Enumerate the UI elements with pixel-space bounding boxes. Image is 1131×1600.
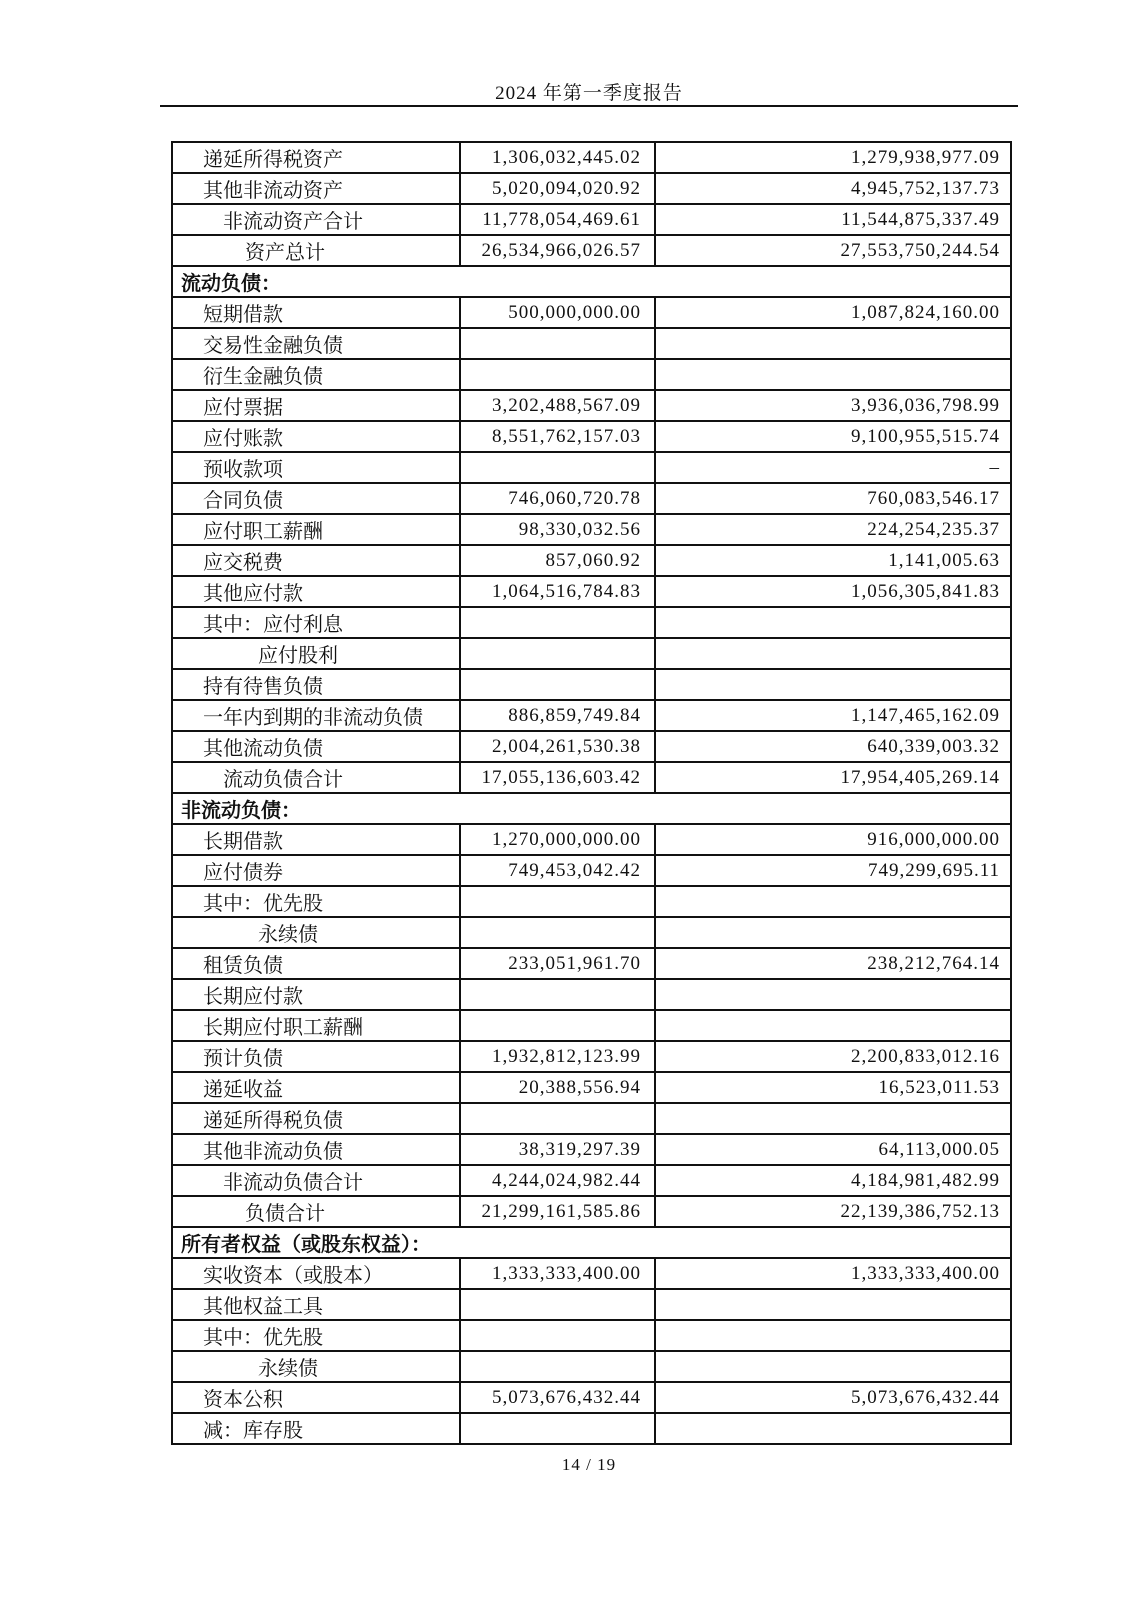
item-label-cell: 租赁负债 (172, 948, 460, 979)
table-row (172, 204, 1011, 235)
value-current-period-cell (460, 886, 655, 917)
table-row (172, 328, 1011, 359)
value-current-period-cell (460, 979, 655, 1010)
item-label-cell: 应付债券 (172, 855, 460, 886)
value-prior-period-cell (655, 359, 1011, 390)
value-prior-period-cell: 1,279,938,977.09 (655, 142, 1011, 173)
value-prior-period-cell: 4,184,981,482.99 (655, 1165, 1011, 1196)
item-label-cell: 递延收益 (172, 1072, 460, 1103)
item-label-cell: 预收款项 (172, 452, 460, 483)
item-label-cell: 非流动资产合计 (172, 204, 460, 235)
value-current-period-cell: 886,859,749.84 (460, 700, 655, 731)
value-prior-period-cell: 640,339,003.32 (655, 731, 1011, 762)
table-row (172, 1072, 1011, 1103)
value-current-period-cell (460, 452, 655, 483)
value-prior-period-cell: 16,523,011.53 (655, 1072, 1011, 1103)
item-label-cell: 其中：优先股 (172, 1320, 460, 1351)
item-label-cell: 永续债 (172, 917, 460, 948)
value-prior-period-cell: 1,333,333,400.00 (655, 1258, 1011, 1289)
table-row (172, 483, 1011, 514)
table-row (172, 1413, 1011, 1444)
table-row (172, 638, 1011, 669)
section-header-cell: 所有者权益（或股东权益）： (172, 1227, 1011, 1258)
item-label-cell: 实收资本（或股本） (172, 1258, 460, 1289)
item-label-cell: 递延所得税资产 (172, 142, 460, 173)
value-prior-period-cell: 916,000,000.00 (655, 824, 1011, 855)
item-label-cell: 递延所得税负债 (172, 1103, 460, 1134)
value-prior-period-cell: 1,147,465,162.09 (655, 700, 1011, 731)
value-current-period-cell: 4,244,024,982.44 (460, 1165, 655, 1196)
item-label-cell: 长期应付款 (172, 979, 460, 1010)
value-current-period-cell: 11,778,054,469.61 (460, 204, 655, 235)
table-row (172, 142, 1011, 173)
item-label-cell: 负债合计 (172, 1196, 460, 1227)
value-current-period-cell: 746,060,720.78 (460, 483, 655, 514)
table-row (172, 1165, 1011, 1196)
value-current-period-cell: 38,319,297.39 (460, 1134, 655, 1165)
value-current-period-cell (460, 1010, 655, 1041)
value-current-period-cell (460, 328, 655, 359)
item-label-cell: 减：库存股 (172, 1413, 460, 1444)
item-label-cell: 应付职工薪酬 (172, 514, 460, 545)
value-prior-period-cell: 22,139,386,752.13 (655, 1196, 1011, 1227)
item-label-cell: 合同负债 (172, 483, 460, 514)
value-current-period-cell (460, 1413, 655, 1444)
table-row (172, 700, 1011, 731)
table-row (172, 545, 1011, 576)
value-prior-period-cell: 238,212,764.14 (655, 948, 1011, 979)
value-current-period-cell (460, 1289, 655, 1320)
item-label-cell: 应付账款 (172, 421, 460, 452)
value-current-period-cell: 1,064,516,784.83 (460, 576, 655, 607)
item-label-cell: 其他权益工具 (172, 1289, 460, 1320)
table-row (172, 421, 1011, 452)
value-prior-period-cell (655, 638, 1011, 669)
value-prior-period-cell: 749,299,695.11 (655, 855, 1011, 886)
value-current-period-cell (460, 1320, 655, 1351)
item-label-cell: 非流动负债合计 (172, 1165, 460, 1196)
value-current-period-cell: 749,453,042.42 (460, 855, 655, 886)
value-current-period-cell: 20,388,556.94 (460, 1072, 655, 1103)
item-label-cell: 其他非流动负债 (172, 1134, 460, 1165)
value-prior-period-cell: 64,113,000.05 (655, 1134, 1011, 1165)
value-prior-period-cell (655, 1413, 1011, 1444)
table-row (172, 1196, 1011, 1227)
value-current-period-cell (460, 638, 655, 669)
value-current-period-cell: 5,020,094,020.92 (460, 173, 655, 204)
table-row (172, 359, 1011, 390)
table-row (172, 607, 1011, 638)
value-prior-period-cell: 1,141,005.63 (655, 545, 1011, 576)
value-current-period-cell: 26,534,966,026.57 (460, 235, 655, 266)
table-row (172, 793, 1011, 824)
table-row (172, 514, 1011, 545)
table-row (172, 452, 1011, 483)
value-prior-period-cell: 1,056,305,841.83 (655, 576, 1011, 607)
item-label-cell: 短期借款 (172, 297, 460, 328)
value-prior-period-cell (655, 328, 1011, 359)
value-current-period-cell (460, 359, 655, 390)
value-prior-period-cell: 224,254,235.37 (655, 514, 1011, 545)
value-current-period-cell (460, 917, 655, 948)
item-label-cell: 资产总计 (172, 235, 460, 266)
table-row (172, 1351, 1011, 1382)
table-row (172, 762, 1011, 793)
table-row (172, 917, 1011, 948)
item-label-cell: 预计负债 (172, 1041, 460, 1072)
value-prior-period-cell: 760,083,546.17 (655, 483, 1011, 514)
value-prior-period-cell (655, 1010, 1011, 1041)
item-label-cell: 长期借款 (172, 824, 460, 855)
item-label-cell: 其他流动负债 (172, 731, 460, 762)
value-current-period-cell: 5,073,676,432.44 (460, 1382, 655, 1413)
section-header-cell: 流动负债： (172, 266, 1011, 297)
table-row (172, 1227, 1011, 1258)
value-prior-period-cell (655, 607, 1011, 638)
balance-sheet-table (171, 141, 1012, 1445)
table-row (172, 1134, 1011, 1165)
table-row (172, 576, 1011, 607)
value-prior-period-cell (655, 917, 1011, 948)
value-prior-period-cell (655, 1103, 1011, 1134)
table-row (172, 824, 1011, 855)
table-row (172, 1103, 1011, 1134)
value-prior-period-cell (655, 1289, 1011, 1320)
value-current-period-cell: 500,000,000.00 (460, 297, 655, 328)
value-prior-period-cell: 11,544,875,337.49 (655, 204, 1011, 235)
table-row (172, 948, 1011, 979)
table-row (172, 731, 1011, 762)
table-row (172, 855, 1011, 886)
item-label-cell: 应付股利 (172, 638, 460, 669)
page-title: 2024 年第一季度报告 (495, 83, 683, 104)
item-label-cell: 永续债 (172, 1351, 460, 1382)
value-prior-period-cell: – (655, 452, 1011, 483)
value-current-period-cell: 17,055,136,603.42 (460, 762, 655, 793)
value-prior-period-cell: 4,945,752,137.73 (655, 173, 1011, 204)
value-prior-period-cell: 27,553,750,244.54 (655, 235, 1011, 266)
value-prior-period-cell (655, 1320, 1011, 1351)
table-row (172, 266, 1011, 297)
table-row (172, 669, 1011, 700)
table-row (172, 173, 1011, 204)
value-current-period-cell: 1,932,812,123.99 (460, 1041, 655, 1072)
item-label-cell: 其中：应付利息 (172, 607, 460, 638)
value-current-period-cell: 98,330,032.56 (460, 514, 655, 545)
table-row (172, 235, 1011, 266)
value-current-period-cell: 8,551,762,157.03 (460, 421, 655, 452)
item-label-cell: 交易性金融负债 (172, 328, 460, 359)
value-prior-period-cell: 17,954,405,269.14 (655, 762, 1011, 793)
table-row (172, 886, 1011, 917)
page-number: 14 / 19 (561, 1455, 617, 1474)
value-prior-period-cell: 2,200,833,012.16 (655, 1041, 1011, 1072)
value-current-period-cell (460, 1103, 655, 1134)
value-current-period-cell: 2,004,261,530.38 (460, 731, 655, 762)
value-current-period-cell: 233,051,961.70 (460, 948, 655, 979)
item-label-cell: 其他非流动资产 (172, 173, 460, 204)
section-header-cell: 非流动负债： (172, 793, 1011, 824)
item-label-cell: 长期应付职工薪酬 (172, 1010, 460, 1041)
table-row (172, 1041, 1011, 1072)
value-current-period-cell: 857,060.92 (460, 545, 655, 576)
table-row (172, 390, 1011, 421)
value-prior-period-cell: 3,936,036,798.99 (655, 390, 1011, 421)
table-row (172, 1382, 1011, 1413)
value-prior-period-cell: 1,087,824,160.00 (655, 297, 1011, 328)
table-row (172, 979, 1011, 1010)
value-current-period-cell: 3,202,488,567.09 (460, 390, 655, 421)
value-current-period-cell: 21,299,161,585.86 (460, 1196, 655, 1227)
value-current-period-cell: 1,333,333,400.00 (460, 1258, 655, 1289)
value-current-period-cell (460, 669, 655, 700)
value-current-period-cell: 1,270,000,000.00 (460, 824, 655, 855)
table-row (172, 297, 1011, 328)
item-label-cell: 其他应付款 (172, 576, 460, 607)
table-row (172, 1010, 1011, 1041)
item-label-cell: 持有待售负债 (172, 669, 460, 700)
value-current-period-cell (460, 607, 655, 638)
value-current-period-cell (460, 1351, 655, 1382)
item-label-cell: 应交税费 (172, 545, 460, 576)
table-row (172, 1320, 1011, 1351)
header-divider (160, 105, 1018, 107)
value-prior-period-cell (655, 669, 1011, 700)
value-prior-period-cell (655, 979, 1011, 1010)
table-row (172, 1258, 1011, 1289)
item-label-cell: 应付票据 (172, 390, 460, 421)
value-current-period-cell: 1,306,032,445.02 (460, 142, 655, 173)
value-prior-period-cell (655, 886, 1011, 917)
item-label-cell: 资本公积 (172, 1382, 460, 1413)
item-label-cell: 衍生金融负债 (172, 359, 460, 390)
value-prior-period-cell: 9,100,955,515.74 (655, 421, 1011, 452)
value-prior-period-cell (655, 1351, 1011, 1382)
item-label-cell: 一年内到期的非流动负债 (172, 700, 460, 731)
table-row (172, 1289, 1011, 1320)
item-label-cell: 其中：优先股 (172, 886, 460, 917)
item-label-cell: 流动负债合计 (172, 762, 460, 793)
value-prior-period-cell: 5,073,676,432.44 (655, 1382, 1011, 1413)
